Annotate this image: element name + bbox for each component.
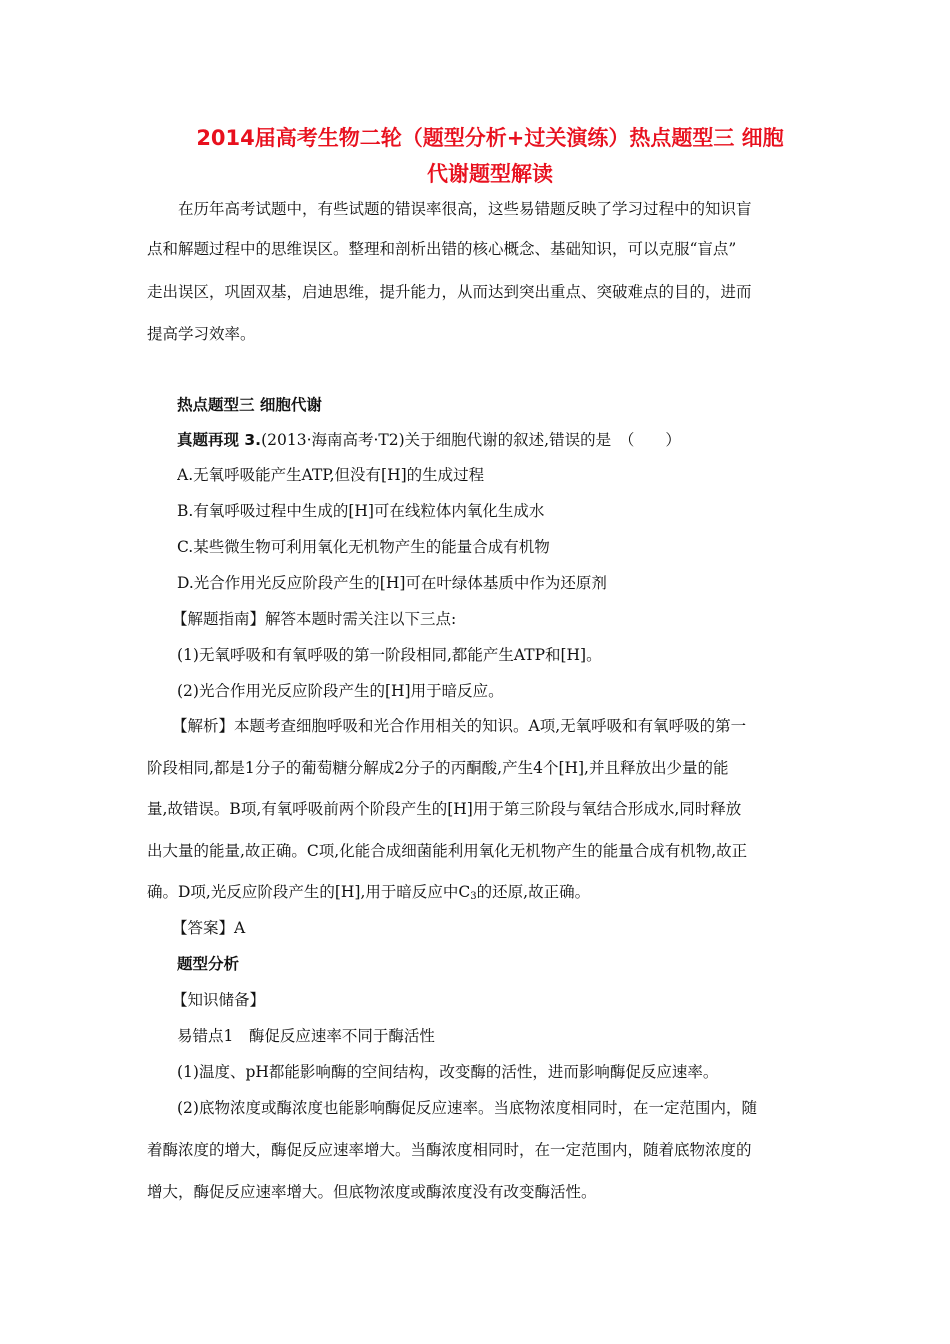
analysis-line-3: 量,故错误。B项,有氧呼吸前两个阶段产生的[H]用于第三阶段与氧结合形成水,同时释放 (147, 800, 742, 818)
analysis-line-2: 阶段相同,都是1分子的葡萄糖分解成2分子的丙酮酸,产生4个[H],并且释放出少量的能 (147, 759, 729, 777)
analysis-subscript: 3 (470, 891, 477, 902)
intro-line-1: 在历年高考试题中，有些试题的错误率很高，这些易错题反映了学习过程中的知识盲 (178, 200, 752, 218)
intro-line-2: 点和解题过程中的思维误区。整理和剖析出错的核心概念、基础知识，可以克服“盲点” (147, 240, 737, 258)
option-d: D.光合作用光反应阶段产生的[H]可在叶绿体基质中作为还原剂 (177, 574, 607, 592)
point-1-line-1: (1)温度、pH都能影响酶的空间结构，改变酶的活性，进而影响酶促反应速率。 (177, 1063, 719, 1081)
analysis-line-5 (147, 882, 807, 907)
guide-line-1: 【解题指南】解答本题时需关注以下三点: (172, 610, 457, 628)
point-1-line-2: (2)底物浓度或酶浓度也能影响酶促反应速率。当底物浓度相同时，在一定范围内，随 (177, 1099, 757, 1117)
knowledge-heading: 【知识储备】 (172, 991, 266, 1009)
type-analysis-heading: 题型分析 (177, 955, 240, 973)
question-stem (177, 430, 837, 450)
title-line-1: 2014届高考生物二轮（题型分析+过关演练）热点题型三 细胞 (196, 126, 784, 150)
analysis-line-5-pre: 确。D项,光反应阶段产生的[H],用于暗反应中C (147, 883, 471, 901)
guide-line-2: (1)无氧呼吸和有氧呼吸的第一阶段相同,都能产生ATP和[H]。 (177, 646, 602, 664)
option-c: C.某些微生物可利用氧化无机物产生的能量合成有机物 (177, 538, 550, 556)
intro-line-3: 走出误区，巩固双基，启迪思维，提升能力，从而达到突出重点、突破难点的目的，进而 (147, 283, 752, 301)
analysis-line-1: 【解析】本题考查细胞呼吸和光合作用相关的知识。A项,无氧呼吸和有氧呼吸的第一 (172, 717, 747, 735)
option-a: A.无氧呼吸能产生ATP,但没有[H]的生成过程 (177, 466, 485, 484)
analysis-line-5-post: 的还原,故正确。 (476, 883, 591, 901)
point-1-title: 易错点1 酶促反应速率不同于酶活性 (177, 1027, 435, 1045)
question-text: (2013·海南高考·T2)关于细胞代谢的叙述,错误的是 （ ） (261, 431, 681, 449)
intro-line-4: 提高学习效率。 (147, 325, 256, 343)
point-1-line-4: 增大，酶促反应速率增大。但底物浓度或酶浓度没有改变酶活性。 (147, 1183, 597, 1201)
option-b: B.有氧呼吸过程中生成的[H]可在线粒体内氧化生成水 (177, 502, 545, 520)
point-1-line-3: 着酶浓度的增大，酶促反应速率增大。当酶浓度相同时，在一定范围内，随着底物浓度的 (147, 1141, 752, 1159)
analysis-line-4: 出大量的能量,故正确。C项,化能合成细菌能利用氧化无机物产生的能量合成有机物,故正 (147, 842, 748, 860)
answer-line: 【答案】A (172, 919, 246, 937)
title-line-2: 代谢题型解读 (427, 162, 553, 186)
section-title: 热点题型三 细胞代谢 (177, 396, 322, 414)
guide-line-3: (2)光合作用光反应阶段产生的[H]用于暗反应。 (177, 682, 504, 700)
question-label: 真题再现 3. (177, 431, 262, 449)
